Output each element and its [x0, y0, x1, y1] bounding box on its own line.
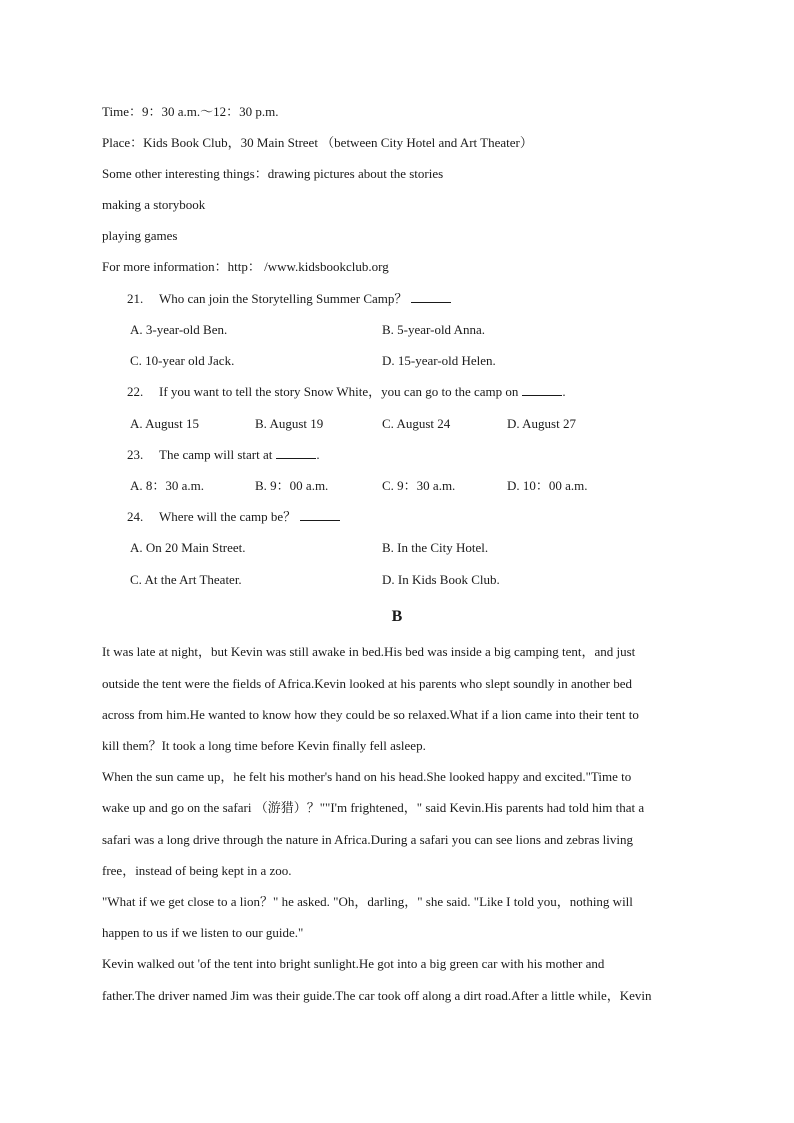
question-text: If you want to tell the story Snow White，you can go to the camp on — [159, 384, 519, 399]
option-21-c: C. 10-year old Jack. — [130, 353, 235, 368]
option-21-d: D. 15-year-old Helen. — [382, 353, 496, 368]
question-number: 21. — [127, 291, 144, 306]
option-23-d: D. 10：00 a.m. — [507, 478, 588, 493]
info-other-3: playing games — [102, 228, 178, 243]
passage-line: happen to us if we listen to our guide." — [102, 925, 304, 940]
answer-blank — [411, 291, 451, 303]
question-text: The camp will start at — [159, 447, 273, 462]
question-22 — [127, 384, 566, 400]
passage-line: father.The driver named Jim was their guide.The car took off along a dirt road.After a little while，Kevin — [102, 988, 652, 1003]
passage-line: kill them？It took a long time before Kevin finally fell asleep. — [102, 738, 426, 753]
passage-line: free，instead of being kept in a zoo. — [102, 863, 292, 878]
option-23-c: C. 9：30 a.m. — [382, 478, 456, 493]
question-text: Where will the camp be？ — [159, 509, 297, 524]
passage-line: Kevin walked out 'of the tent into bright sunlight.He got into a big green car with his mother and — [102, 956, 605, 971]
question-23 — [127, 447, 320, 463]
option-21-b: B. 5-year-old Anna. — [382, 322, 485, 337]
answer-blank — [300, 509, 340, 521]
passage-line: safari was a long drive through the nature in Africa.During a safari you can see lions and zebras living — [102, 832, 634, 847]
question-number: 24. — [127, 509, 144, 524]
info-other: Some other interesting things：drawing pictures about the stories — [102, 166, 444, 181]
option-24-b: B. In the City Hotel. — [382, 540, 489, 555]
info-more: For more information：http： /www.kidsbookclub.org — [102, 259, 389, 274]
option-24-c: C. At the Art Theater. — [130, 572, 242, 587]
option-22-c: C. August 24 — [382, 416, 451, 431]
option-22-b: B. August 19 — [255, 416, 324, 431]
section-title-b: B — [391, 608, 403, 625]
question-24 — [127, 509, 340, 525]
question-21 — [127, 291, 451, 307]
answer-blank — [522, 384, 562, 396]
question-text: Who can join the Storytelling Summer Camp？ — [159, 291, 408, 306]
passage-line: outside the tent were the fields of Africa.Kevin looked at his parents who slept soundly in another bed — [102, 676, 632, 691]
option-24-a: A. On 20 Main Street. — [130, 540, 246, 555]
passage-line: It was late at night，but Kevin was still awake in bed.His bed was inside a big camping tent，and just — [102, 644, 636, 659]
info-place: Place：Kids Book Club，30 Main Street （between City Hotel and Art Theater） — [102, 135, 533, 150]
option-23-a: A. 8：30 a.m. — [130, 478, 205, 493]
passage-line: "What if we get close to a lion？" he asked. "Oh，darling，" she said. "Like I told you，nothing will — [102, 894, 633, 909]
passage-line: across from him.He wanted to know how they could be so relaxed.What if a lion came into their tent to — [102, 707, 639, 722]
question-number: 23. — [127, 447, 144, 462]
question-suffix: . — [316, 447, 320, 462]
option-22-a: A. August 15 — [130, 416, 199, 431]
info-other-2: making a storybook — [102, 197, 206, 212]
question-number: 22. — [127, 384, 144, 399]
option-22-d: D. August 27 — [507, 416, 576, 431]
answer-blank — [276, 447, 316, 459]
option-21-a: A. 3-year-old Ben. — [130, 322, 228, 337]
option-24-d: D. In Kids Book Club. — [382, 572, 500, 587]
passage-line: wake up and go on the safari （游猎）？""I'm frightened，" said Kevin.His parents had told him that a — [102, 800, 645, 815]
passage-line: When the sun came up，he felt his mother's hand on his head.She looked happy and excited."Time to — [102, 769, 632, 784]
option-23-b: B. 9：00 a.m. — [255, 478, 329, 493]
question-suffix: . — [562, 384, 566, 399]
info-time: Time：9：30 a.m.～12：30 p.m. — [102, 104, 279, 119]
